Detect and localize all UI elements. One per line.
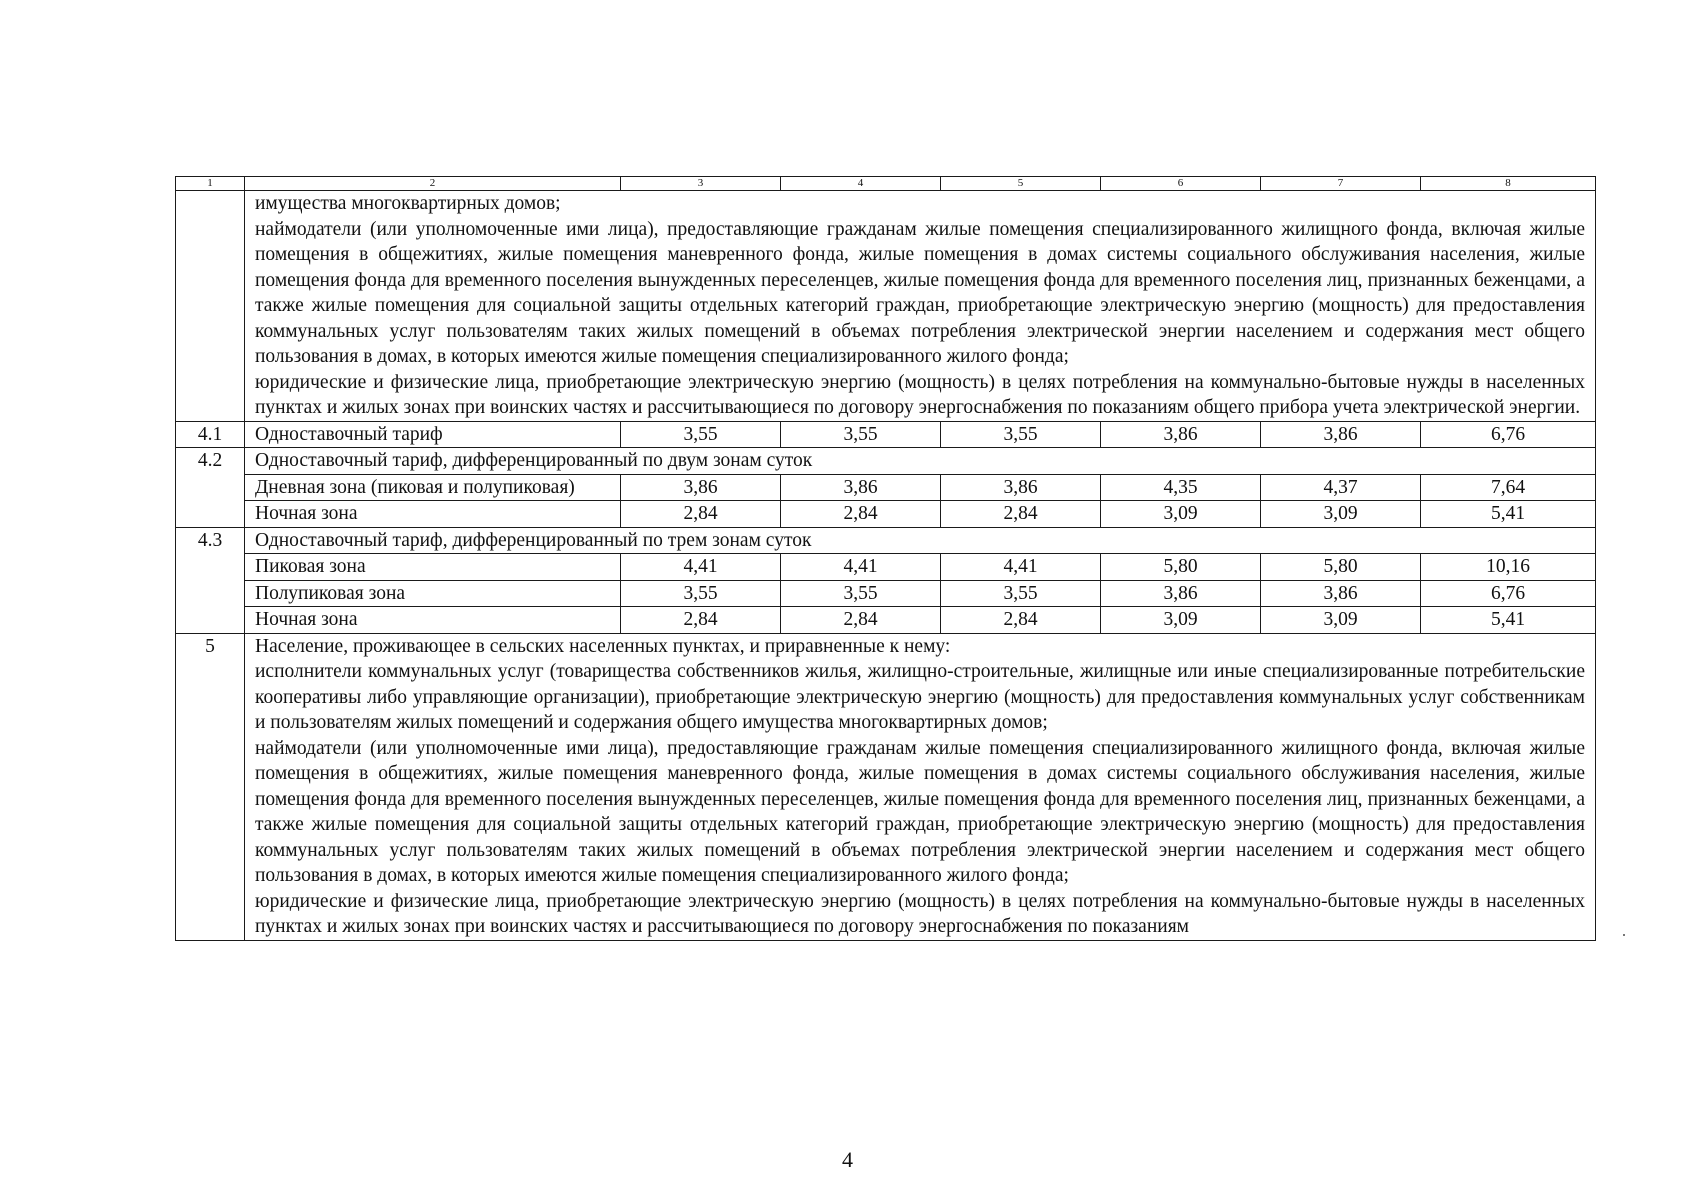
consumer-categories-cell: [245, 191, 1596, 422]
table-row-4-2: [176, 448, 1596, 475]
tariff-value: 3,55: [621, 580, 781, 607]
tariff-value: 3,55: [941, 421, 1101, 448]
tariff-value: 5,41: [1421, 501, 1596, 528]
table-row-5: [176, 633, 1596, 940]
tariff-label: Одноставочный тариф: [245, 421, 621, 448]
tariff-label: Полупиковая зона: [245, 580, 621, 607]
tariff-label: Ночная зона: [245, 607, 621, 634]
row-number: 4.1: [176, 421, 245, 448]
table-row-4-2-day: [176, 474, 1596, 501]
consumer-categories-cell: [245, 633, 1596, 940]
tariff-value: 4,41: [621, 554, 781, 581]
column-number: 1: [176, 177, 245, 191]
column-number: 5: [941, 177, 1101, 191]
column-number: 6: [1101, 177, 1261, 191]
row-number: 4.2: [176, 448, 245, 528]
row-number: 5: [176, 633, 245, 940]
tariff-value: 3,86: [1101, 580, 1261, 607]
row-number: 4.3: [176, 527, 245, 633]
tariff-value: 6,76: [1421, 421, 1596, 448]
tariff-value: 3,86: [781, 474, 941, 501]
tariff-group-label: Одноставочный тариф, дифференцированный по трем зонам суток: [245, 527, 1596, 554]
tariff-value: 3,09: [1261, 607, 1421, 634]
paragraph: наймодатели (или уполномоченные ими лица), предоставляющие гражданам жилые помещения специализированного жилищного фонда, включая жилые помещения в общежитиях, жилые помещения маневренного фонда, жилые помещения в домах системы социального обслуживания населения, жилые помещения фонда для временного поселения вынужденных переселенцев, жилые помещения фонда для временного поселения лиц, признанных беженцами, а также жилые помещения для социальной защиты отдельных категорий граждан, приобретающие электрическую энергию (мощность) для предоставления коммунальных услуг пользователям таких жилых помещений в объемах потребления электрической энергии населением и содержания мест общего пользования в домах, в которых имеются жилые помещения специализированного жилого фонда;: [255, 737, 1585, 886]
tariff-value: 3,55: [621, 421, 781, 448]
paragraph: наймодатели (или уполномоченные ими лица), предоставляющие гражданам жилые помещения специализированного жилищного фонда, включая жилые помещения в общежитиях, жилые помещения маневренного фонда, жилые помещения в домах системы социального обслуживания населения, жилые помещения фонда для временного поселения вынужденных переселенцев, жилые помещения фонда для временного поселения лиц, признанных беженцами, а также жилые помещения для социальной защиты отдельных категорий граждан, приобретающие электрическую энергию (мощность) для предоставления коммунальных услуг пользователям таких жилых помещений в объемах потребления электрической энергии населением и содержания мест общего пользования в домах, в которых имеются жилые помещения специализированного жилого фонда;: [255, 218, 1585, 367]
tariff-value: 2,84: [621, 501, 781, 528]
table-row-consumers-continued: [176, 191, 1596, 422]
tariff-label: Пиковая зона: [245, 554, 621, 581]
tariff-value: 5,41: [1421, 607, 1596, 634]
tariff-value: 3,55: [781, 421, 941, 448]
tariff-value: 4,37: [1261, 474, 1421, 501]
tariff-value: 4,35: [1101, 474, 1261, 501]
paragraph: юридические и физические лица, приобретающие электрическую энергию (мощность) в целях потребления на коммунально-бытовые нужды в населенных пунктах и жилых зонах при воинских частях и рассчитывающиеся по договору энергоснабжения по показаниям общего прибора учета электрической энергии.: [255, 371, 1585, 418]
tariff-value: 2,84: [781, 501, 941, 528]
row-number-cell: [176, 191, 245, 422]
table-row-4-1: [176, 421, 1596, 448]
page-number: 4: [842, 1147, 853, 1172]
tariff-value: 3,86: [1261, 421, 1421, 448]
tariff-value: 3,09: [1101, 501, 1261, 528]
column-number: 2: [245, 177, 621, 191]
table-row-4-3-peak: [176, 554, 1596, 581]
column-number: 8: [1421, 177, 1596, 191]
table-row-4-3-semipeak: [176, 580, 1596, 607]
tariff-value: 4,41: [941, 554, 1101, 581]
column-number: 7: [1261, 177, 1421, 191]
tariff-value: 3,86: [621, 474, 781, 501]
paragraph: имущества многоквартирных домов;: [255, 193, 561, 214]
column-number: 3: [621, 177, 781, 191]
tariff-value: 4,41: [781, 554, 941, 581]
tariff-value: 2,84: [621, 607, 781, 634]
tariff-value: 6,76: [1421, 580, 1596, 607]
tariff-value: 5,80: [1261, 554, 1421, 581]
paragraph: исполнители коммунальных услуг (товарищества собственников жилья, жилищно-строительные, жилищные или иные специализированные потребительские кооперативы либо управляющие организации), приобретающие электрическую энергию (мощность) для предоставления коммунальных услуг собственникам и пользователям жилых помещений и содержания общего имущества многоквартирных домов;: [255, 661, 1585, 733]
tariff-value: 2,84: [781, 607, 941, 634]
tariff-label: Ночная зона: [245, 501, 621, 528]
tariff-table: [175, 176, 1596, 941]
paragraph: юридические и физические лица, приобретающие электрическую энергию (мощность) в целях потребления на коммунально-бытовые нужды в населенных пунктах и жилых зонах при воинских частях и рассчитывающиеся по договору энергоснабжения по показаниям: [255, 890, 1585, 937]
tariff-value: 10,16: [1421, 554, 1596, 581]
scan-artifact: [1623, 934, 1625, 936]
tariff-value: 3,09: [1261, 501, 1421, 528]
tariff-value: 3,09: [1101, 607, 1261, 634]
tariff-value: 3,55: [781, 580, 941, 607]
table-row-4-2-night: [176, 501, 1596, 528]
paragraph: Население, проживающее в сельских населенных пунктах, и приравненные к нему:: [255, 635, 951, 657]
tariff-value: 2,84: [941, 501, 1101, 528]
tariff-value: 2,84: [941, 607, 1101, 634]
tariff-value: 3,86: [941, 474, 1101, 501]
column-number: 4: [781, 177, 941, 191]
tariff-group-label: Одноставочный тариф, дифференцированный по двум зонам суток: [245, 448, 1596, 475]
column-number-header-row: [176, 177, 1596, 191]
tariff-value: 3,55: [941, 580, 1101, 607]
tariff-value: 3,86: [1261, 580, 1421, 607]
tariff-value: 3,86: [1101, 421, 1261, 448]
table-row-4-3: [176, 527, 1596, 554]
tariff-label: Дневная зона (пиковая и полупиковая): [245, 474, 621, 501]
tariff-value: 7,64: [1421, 474, 1596, 501]
table-row-4-3-night: [176, 607, 1596, 634]
tariff-value: 5,80: [1101, 554, 1261, 581]
